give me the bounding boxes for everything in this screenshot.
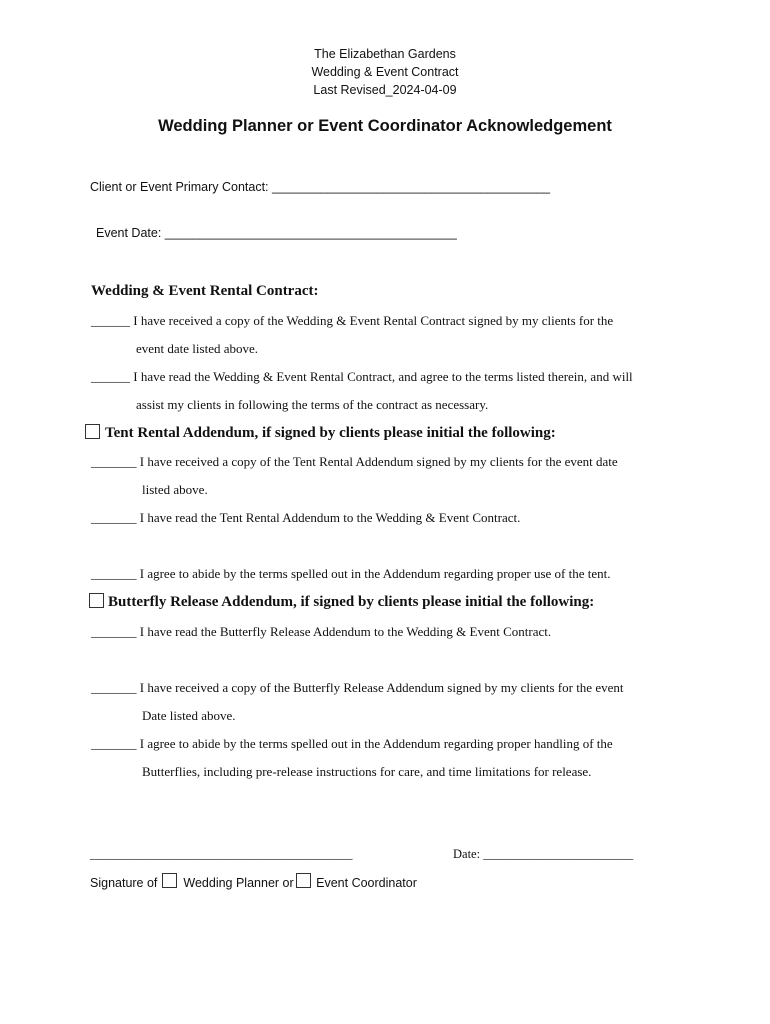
event-coordinator-checkbox[interactable] — [296, 873, 311, 888]
tent-addendum-checkbox[interactable] — [85, 424, 100, 439]
signature-of-label: Signature of — [90, 876, 158, 890]
signature-role-row — [90, 873, 417, 890]
rental-item-2-cont: assist my clients in following the terms of the contract as necessary. — [136, 397, 489, 412]
tent-addendum-heading — [85, 424, 556, 442]
signature-date-field[interactable]: Date: ________________________ — [453, 847, 634, 861]
butterfly-item-3: _______ I agree to abide by the terms spelled out in the Addendum regarding proper handling of the — [91, 736, 613, 751]
rental-item-1: ______ I have received a copy of the Wedding & Event Rental Contract signed by my clients for the — [91, 313, 614, 328]
tent-item-1: _______ I have received a copy of the Tent Rental Addendum signed by my clients for the event date — [91, 454, 618, 469]
tent-item-2: _______ I have read the Tent Rental Addendum to the Wedding & Event Contract. — [91, 510, 521, 525]
event-date-field[interactable]: Event Date: __________________________________________ — [96, 226, 457, 240]
signature-line[interactable]: __________________________________________ — [90, 847, 353, 861]
page-title: Wedding Planner or Event Coordinator Acknowledgement — [158, 117, 612, 135]
header-org: The Elizabethan Gardens — [314, 47, 456, 61]
butterfly-addendum-heading — [89, 593, 594, 611]
rental-item-1-cont: event date listed above. — [136, 341, 259, 356]
butterfly-item-2-cont: Date listed above. — [142, 708, 236, 723]
wedding-planner-label: Wedding Planner or — [183, 876, 294, 890]
rental-contract-heading: Wedding & Event Rental Contract: — [91, 283, 319, 299]
rental-item-2: ______ I have read the Wedding & Event Rental Contract, and agree to the terms listed therein, and will — [91, 369, 633, 384]
butterfly-item-3-cont: Butterflies, including pre-release instructions for care, and time limitations for release. — [142, 764, 592, 779]
tent-item-1-cont: listed above. — [142, 482, 208, 497]
header-revised: Last Revised_2024-04-09 — [313, 83, 457, 97]
tent-addendum-heading-text: Tent Rental Addendum, if signed by clients please initial the following: — [105, 425, 556, 441]
client-contact-field[interactable]: Client or Event Primary Contact: ________________________________________ — [90, 180, 551, 194]
wedding-planner-checkbox[interactable] — [162, 873, 177, 888]
butterfly-addendum-checkbox[interactable] — [89, 593, 104, 608]
event-coordinator-label: Event Coordinator — [316, 876, 417, 890]
butterfly-item-2: _______ I have received a copy of the Butterfly Release Addendum signed by my clients for the event — [91, 680, 624, 695]
tent-item-3: _______ I agree to abide by the terms spelled out in the Addendum regarding proper use of the tent. — [91, 566, 611, 581]
butterfly-addendum-heading-text: Butterfly Release Addendum, if signed by clients please initial the following: — [108, 594, 595, 610]
header-doc: Wedding & Event Contract — [311, 65, 459, 79]
butterfly-item-1: _______ I have read the Butterfly Release Addendum to the Wedding & Event Contract. — [91, 624, 552, 639]
